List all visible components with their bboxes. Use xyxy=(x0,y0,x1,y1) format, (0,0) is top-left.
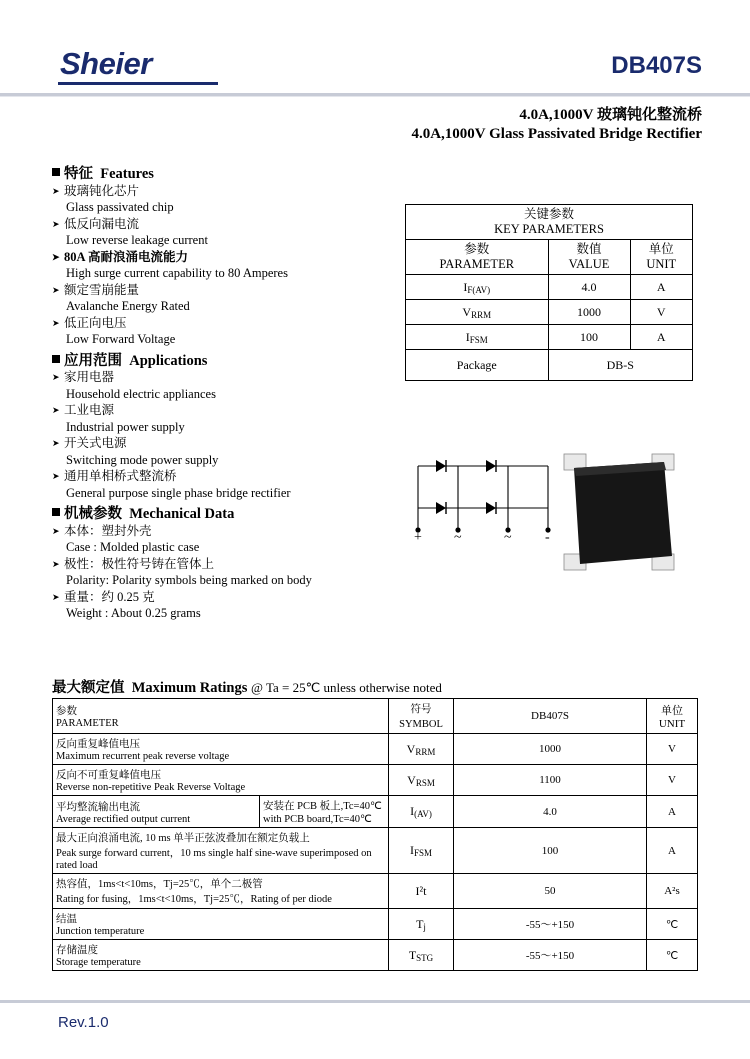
mechanical-list xyxy=(52,523,382,622)
mr-row-value: 100 xyxy=(454,828,647,874)
mr-col-device: DB407S xyxy=(454,699,647,734)
kp-symbol-sub: RRM xyxy=(471,309,492,320)
mr-param-en: Maximum recurrent peak reverse voltage xyxy=(56,751,230,762)
mr-row-parameter xyxy=(53,765,389,796)
mr-row-value: 50 xyxy=(454,874,647,909)
mr-row-value: -55～+150 xyxy=(454,940,647,971)
mr-param-cn: 反向不可重复峰值电压 xyxy=(56,770,161,781)
mr-param-cn: 结温 xyxy=(56,914,77,925)
kp-symbol-main: V xyxy=(462,304,472,319)
list-item-en: General purpose single phase bridge rectifier xyxy=(66,485,291,500)
applications-heading-cn: 应用范围 xyxy=(64,352,122,369)
mr-param-en: Reverse non-repetitive Peak Reverse Voltage xyxy=(56,782,246,793)
bullet-square-icon xyxy=(52,508,60,516)
kp-symbol-main: I xyxy=(465,329,470,344)
kp-symbol-sub: FSM xyxy=(469,334,488,345)
mr-row-value: -55～+150 xyxy=(454,909,647,940)
mr-row-unit: A xyxy=(647,828,698,874)
mr-param-en: Peak surge forward current，10 ms single half sine-wave superimposed on rated load xyxy=(56,848,372,871)
mr-symbol-sub: RSM xyxy=(415,777,435,788)
mr-cond-en: with PCB board,Tc=40℃ xyxy=(263,814,372,825)
mr-col-parameter xyxy=(53,699,389,734)
kp-row-symbol xyxy=(406,275,549,300)
mr-row-parameter xyxy=(53,874,389,909)
mr-row-parameter xyxy=(53,909,389,940)
mr-param-en: Junction temperature xyxy=(56,926,145,937)
table-header-row xyxy=(53,699,698,734)
table-row xyxy=(406,325,693,350)
mr-param-en: Average rectified output current xyxy=(56,813,191,825)
max-ratings-heading xyxy=(52,676,442,697)
table-row xyxy=(406,240,693,275)
footer-divider xyxy=(0,1000,750,1003)
kp-symbol-sub: F(AV) xyxy=(467,284,491,295)
mr-symbol-sub: RRM xyxy=(415,746,436,757)
terminal-ac1-label: ~ xyxy=(454,530,462,545)
mr-col-unit-cn: 单位 xyxy=(661,705,683,717)
list-item: ➤ 玻璃钝化芯片 xyxy=(52,183,382,200)
table-row xyxy=(53,909,698,940)
list-item: ➤ 重量：约 0.25 克 xyxy=(52,589,382,606)
mr-row-unit: A²s xyxy=(647,874,698,909)
table-row xyxy=(406,205,693,240)
terminal-minus-label: - xyxy=(545,530,550,545)
list-item-en: Household electric appliances xyxy=(66,386,216,401)
table-row xyxy=(406,350,693,381)
features-list xyxy=(52,183,382,348)
list-item-en: Low reverse leakage current xyxy=(66,233,208,247)
mr-param-cn: 反向重复峰值电压 xyxy=(56,739,140,750)
key-parameters-title xyxy=(406,205,693,240)
list-item: ➤ 通用单相桥式整流桥 xyxy=(52,468,382,485)
mr-symbol-sub: (AV) xyxy=(414,809,432,819)
kp-row-value: 4.0 xyxy=(548,275,630,300)
page-header xyxy=(0,0,750,92)
kp-row-value: 1000 xyxy=(548,300,630,325)
mr-row-unit: ℃ xyxy=(647,940,698,971)
mr-col-parameter-cn: 参数 xyxy=(56,706,77,717)
part-number: DB407S xyxy=(611,52,702,79)
kp-title-en: KEY PARAMETERS xyxy=(494,222,604,236)
package-svg xyxy=(560,448,685,588)
mr-param-cn: 平均整流输出电流 xyxy=(56,801,140,813)
mr-row-parameter xyxy=(53,940,389,971)
list-item-en: Industrial power supply xyxy=(66,419,185,434)
kp-row-symbol xyxy=(406,325,549,350)
header-divider-thin xyxy=(0,96,750,97)
kp-col-parameter xyxy=(406,240,549,275)
applications-heading-en: Applications xyxy=(129,352,208,369)
kp-title-cn: 关键参数 xyxy=(523,207,574,221)
table-row xyxy=(53,734,698,765)
mr-symbol-sub: STG xyxy=(416,952,434,963)
applications-list xyxy=(52,369,382,501)
revision-label: Rev.1.0 xyxy=(58,1014,109,1031)
mr-row-value: 4.0 xyxy=(454,796,647,828)
bridge-schematic xyxy=(408,452,558,562)
kp-row-value: 100 xyxy=(548,325,630,350)
kp-row-unit: V xyxy=(630,300,692,325)
mr-row-parameter xyxy=(53,828,389,874)
kp-col-value-en: VALUE xyxy=(568,257,610,271)
kp-col-value-cn: 数值 xyxy=(576,242,602,256)
kp-symbol-main: I xyxy=(463,279,468,294)
title-chinese: 4.0A,1000V 玻璃钝化整流桥 xyxy=(519,107,702,123)
kp-row-symbol xyxy=(406,300,549,325)
mr-symbol-main: T xyxy=(408,947,417,962)
mr-col-symbol-en: SYMBOL xyxy=(399,719,443,730)
table-row xyxy=(53,796,698,828)
key-parameters-table xyxy=(405,204,693,381)
mr-row-symbol xyxy=(389,796,454,828)
title-english: 4.0A,1000V Glass Passivated Bridge Rectifier xyxy=(411,126,702,142)
mr-row-symbol xyxy=(389,734,454,765)
table-row xyxy=(53,874,698,909)
mr-col-unit xyxy=(647,699,698,734)
list-item-en: Case : Molded plastic case xyxy=(66,540,200,554)
max-ratings-heading-en: Maximum Ratings xyxy=(131,680,248,696)
kp-package-value: DB-S xyxy=(548,350,692,381)
schematic-svg xyxy=(408,452,558,562)
list-item-en: Polarity: Polarity symbols being marked on body xyxy=(66,573,312,587)
mr-symbol-sub: j xyxy=(423,921,426,932)
bullet-square-icon xyxy=(52,168,60,176)
list-item-en: Avalanche Energy Rated xyxy=(66,299,190,313)
package-drawing xyxy=(560,448,685,588)
bullet-square-icon xyxy=(52,355,60,363)
max-ratings-condition: @ Ta = 25℃ unless otherwise noted xyxy=(250,680,442,695)
mr-row-unit: A xyxy=(647,796,698,828)
mechanical-heading xyxy=(52,506,382,523)
kp-col-parameter-cn: 参数 xyxy=(464,242,490,256)
applications-heading xyxy=(52,353,382,370)
kp-col-parameter-en: PARAMETER xyxy=(439,257,515,271)
company-logo xyxy=(60,46,152,82)
mr-symbol-main: V xyxy=(407,772,416,787)
kp-package-label: Package xyxy=(406,350,549,381)
list-item-en: High surge current capability to 80 Amperes xyxy=(66,266,288,280)
max-ratings-table xyxy=(52,698,698,971)
mechanical-heading-en: Mechanical Data xyxy=(129,506,235,522)
list-item: ➤ 80A 高耐浪涌电流能力 xyxy=(52,249,382,266)
terminal-ac2-label: ~ xyxy=(504,530,512,545)
list-item: ➤ 开关式电源 xyxy=(52,435,382,452)
mr-param-en: Storage temperature xyxy=(56,957,141,968)
mr-row-symbol xyxy=(389,940,454,971)
mr-col-symbol-cn: 符号 xyxy=(410,704,432,715)
list-item-en: Weight : About 0.25 grams xyxy=(66,606,201,620)
mr-row-value: 1100 xyxy=(454,765,647,796)
logo-text: Sheier xyxy=(60,46,152,81)
table-row xyxy=(406,275,693,300)
list-item-en: Low Forward Voltage xyxy=(66,332,176,346)
mr-cond-cn: 安装在 PCB 板上,Tc=40℃ xyxy=(263,801,382,812)
list-item: ➤ 极性：极性符号铸在管体上 xyxy=(52,556,382,573)
features-heading xyxy=(52,166,382,183)
mr-row-symbol xyxy=(389,765,454,796)
list-item-en: Glass passivated chip xyxy=(66,200,174,214)
mechanical-heading-cn: 机械参数 xyxy=(64,506,122,522)
mr-param-en: Rating for fusing，1ms<t<10ms，Tj=25℃，Rating of per diode xyxy=(56,894,332,905)
mr-col-symbol xyxy=(389,699,454,734)
mr-row-parameter xyxy=(53,796,260,828)
mr-symbol-sub: FSM xyxy=(413,848,432,858)
mr-row-unit: V xyxy=(647,734,698,765)
terminal-plus-label: + xyxy=(414,530,422,545)
max-ratings-heading-cn: 最大额定值 xyxy=(52,680,125,696)
mr-row-parameter xyxy=(53,734,389,765)
mr-row-unit: ℃ xyxy=(647,909,698,940)
kp-col-unit-cn: 单位 xyxy=(648,242,674,256)
mr-col-parameter-en: PARAMETER xyxy=(56,718,119,729)
list-item: ➤ 工业电源 xyxy=(52,402,382,419)
mr-symbol-main: I xyxy=(409,843,414,857)
mr-symbol-main: V xyxy=(406,741,416,756)
list-item: ➤ 额定雪崩能量 xyxy=(52,282,382,299)
mr-param-cn: 热容值，1ms<t<10ms，Tj=25℃，单个二极管 xyxy=(56,879,263,890)
kp-col-value xyxy=(548,240,630,275)
mr-row-symbol xyxy=(389,909,454,940)
list-item: ➤ 家用电器 xyxy=(52,369,382,386)
mr-param-cn: 存储温度 xyxy=(56,945,98,956)
kp-col-unit xyxy=(630,240,692,275)
features-heading-cn: 特征 xyxy=(64,166,93,182)
mr-param-cn: 最大正向浪涌电流, 10 ms 单半正弦波叠加在额定负载上 xyxy=(56,833,310,844)
kp-row-unit: A xyxy=(630,325,692,350)
list-item: ➤ 低反向漏电流 xyxy=(52,216,382,233)
mr-symbol-main: I xyxy=(410,804,415,818)
mr-row-symbol: I²t xyxy=(389,874,454,909)
mr-row-unit: V xyxy=(647,765,698,796)
table-row xyxy=(53,940,698,971)
kp-row-unit: A xyxy=(630,275,692,300)
list-item: ➤ 本体：塑封外壳 xyxy=(52,523,382,540)
list-item-en: Switching mode power supply xyxy=(66,452,219,467)
kp-col-unit-en: UNIT xyxy=(646,257,677,271)
mr-col-unit-en: UNIT xyxy=(658,718,686,730)
features-heading-en: Features xyxy=(100,166,154,182)
table-row xyxy=(406,300,693,325)
mr-row-symbol xyxy=(389,828,454,874)
table-row xyxy=(53,765,698,796)
logo-underline xyxy=(58,82,218,85)
list-item: ➤ 低正向电压 xyxy=(52,315,382,332)
mr-row-condition xyxy=(260,796,389,828)
table-row xyxy=(53,828,698,874)
left-content-column xyxy=(52,166,382,622)
mr-symbol-main: T xyxy=(416,916,424,931)
mr-row-value: 1000 xyxy=(454,734,647,765)
